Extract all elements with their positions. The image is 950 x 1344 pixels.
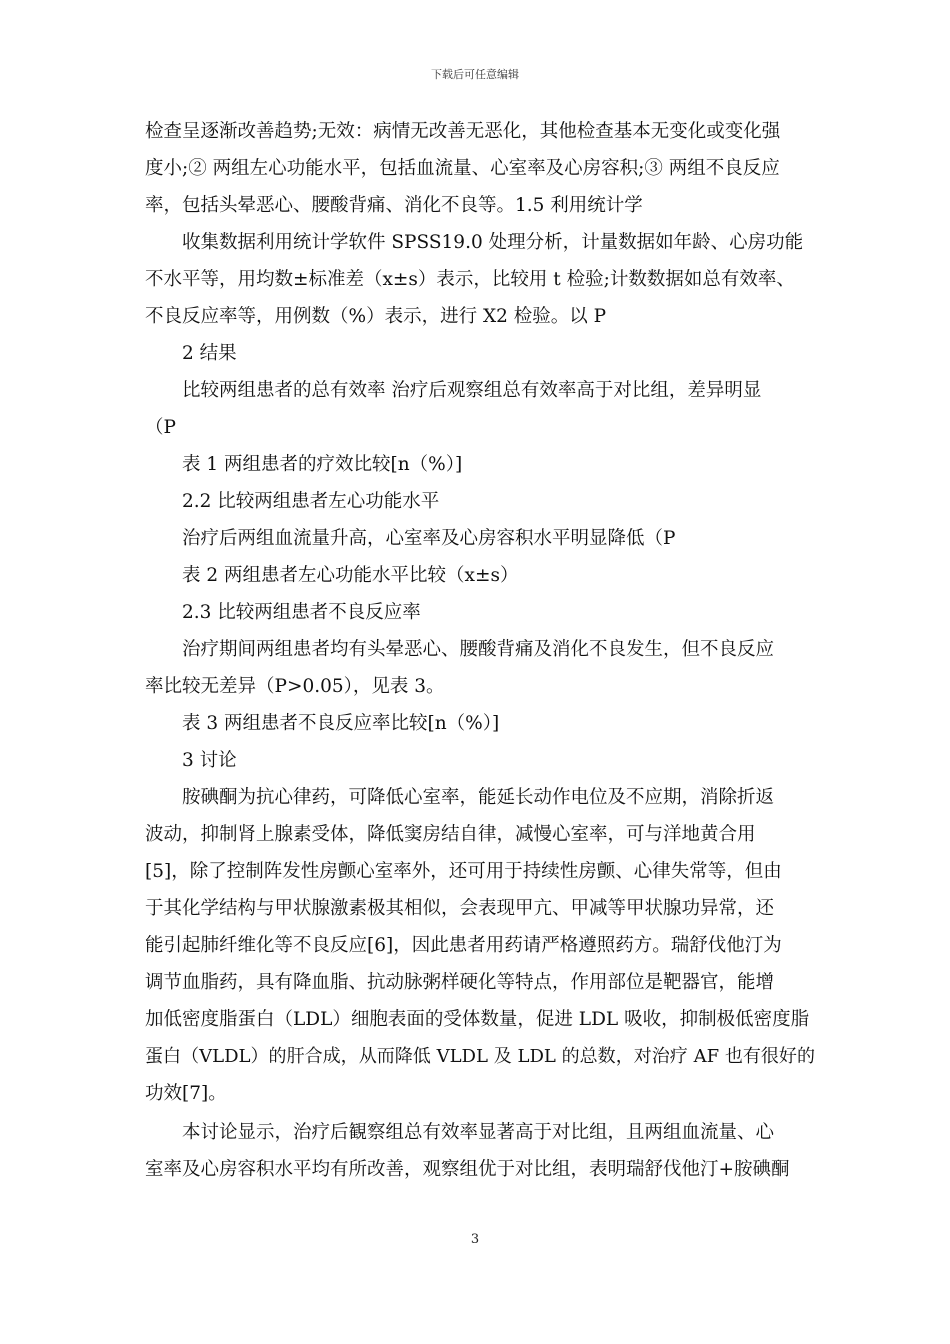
subsection-heading: 2.2 比较两组患者左心功能水平 bbox=[182, 491, 440, 512]
text-line: 室率及心房容积水平均有所改善，观察组优于对比组，表明瑞舒伐他汀+胺碘酮 bbox=[145, 1159, 790, 1180]
text-line: 本讨论显示，治疗后観察组总有效率显著高于对比组，且两组血流量、心 bbox=[182, 1122, 775, 1143]
table-caption: 表 3 两组患者不良反应率比较[n（%）] bbox=[182, 713, 500, 734]
table-caption: 表 2 两组患者左心功能水平比较（x±s） bbox=[182, 565, 519, 586]
text-line: 治疗后两组血流量升高，心室率及心房容积水平明显降低（P bbox=[182, 528, 676, 549]
text-line: 检查呈逐渐改善趋势;无效：病情无改善无恶化，其他检查基本无变化或变化强 bbox=[145, 121, 781, 142]
text-line: 率比较无差异（P>0.05），见表 3。 bbox=[145, 676, 445, 697]
text-line: [5]，除了控制阵发性房颤心室率外，还可用于持续性房颤、心律失常等，但由 bbox=[145, 861, 782, 882]
text-line: 不水平等，用均数±标准差（x±s）表示，比较用 t 检验;计数数据如总有效率、 bbox=[145, 269, 795, 290]
text-line: 于其化学结构与甲状腺激素极其相似，会表现甲亢、甲减等甲状腺功异常，还 bbox=[145, 898, 775, 919]
table-caption: 表 1 两组患者的疗效比较[n（%）] bbox=[182, 454, 463, 475]
text-line: 加低密度脂蛋白（LDL）细胞表面的受体数量，促进 LDL 吸收，抑制极低密度脂 bbox=[145, 1009, 810, 1030]
text-line: 调节血脂药，具有降血脂、抗动脉粥样硬化等特点，作用部位是靶器官，能增 bbox=[145, 972, 775, 993]
text-line: （P bbox=[145, 417, 176, 438]
text-line: 胺碘酮为抗心律药，可降低心室率，能延长动作电位及不应期，消除折返 bbox=[182, 787, 775, 808]
page-header-note: 下载后可任意编辑 bbox=[431, 68, 519, 81]
text-line: 能引起肺纤维化等不良反应[6]，因此患者用药请严格遵照药方。瑞舒伐他汀为 bbox=[145, 935, 782, 956]
text-line: 波动，抑制肾上腺素受体，降低窦房结自律，减慢心室率，可与洋地黄合用 bbox=[145, 824, 756, 845]
text-line: 不良反应率等，用例数（%）表示，进行 X2 检验。以 P bbox=[145, 306, 607, 327]
text-line: 功效[7]。 bbox=[145, 1083, 227, 1104]
text-line: 蛋白（VLDL）的肝合成，从而降低 VLDL 及 LDL 的总数，对治疗 AF 也有很好的 bbox=[145, 1046, 815, 1067]
text-line: 收集数据利用统计学软件 SPSS19.0 处理分析，计量数据如年龄、心房功能 bbox=[182, 232, 804, 253]
text-line: 比较两组患者的总有效率 治疗后观察组总有效率高于对比组，差异明显 bbox=[182, 380, 762, 401]
text-line: 率，包括头晕恶心、腰酸背痛、消化不良等。1.5 利用统计学 bbox=[145, 195, 643, 216]
section-heading: 3 讨论 bbox=[182, 750, 237, 771]
page-number: 3 bbox=[470, 1232, 480, 1247]
text-line: 治疗期间两组患者均有头晕恶心、腰酸背痛及消化不良发生，但不良反应 bbox=[182, 639, 775, 660]
section-heading: 2 结果 bbox=[182, 343, 237, 364]
subsection-heading: 2.3 比较两组患者不良反应率 bbox=[182, 602, 421, 623]
text-line: 度小;② 两组左心功能水平，包括血流量、心室率及心房容积;③ 两组不良反应 bbox=[145, 158, 780, 179]
